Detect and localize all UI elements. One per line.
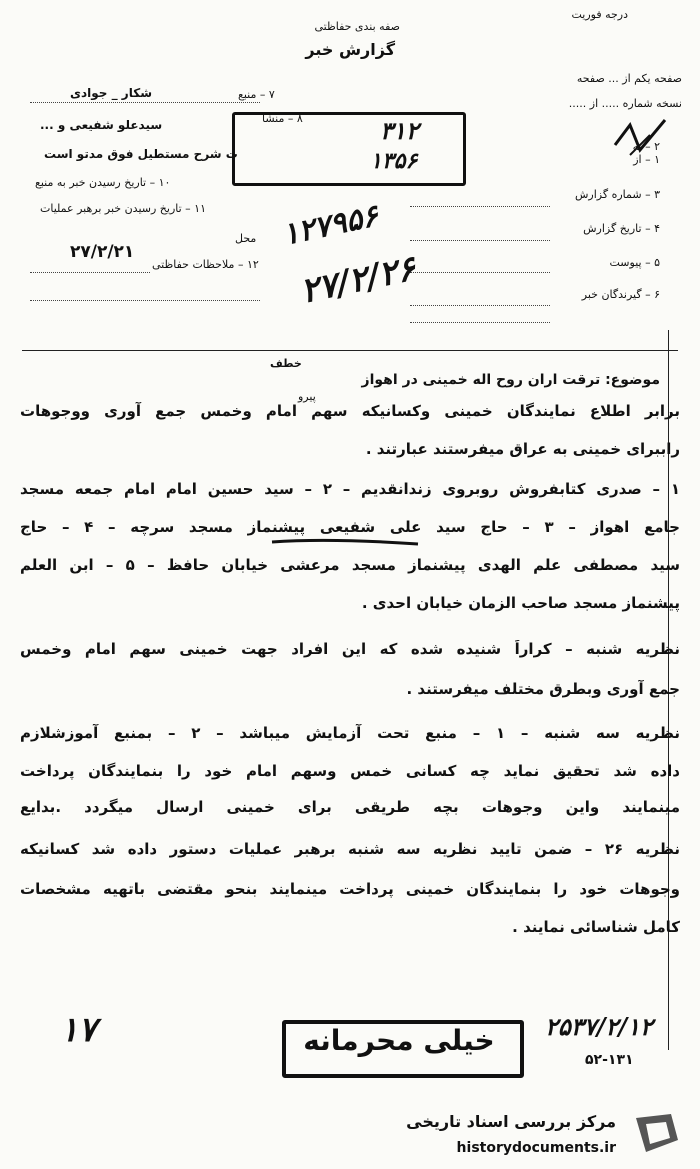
subject-label: موضوع: ترقت اران روح اله خمینی در اهواز [361, 372, 660, 388]
field-origin-value: سیدعلو شفیعی و ... [40, 118, 163, 132]
body-line-9: نظریه سه شنبه – ۱ – منبع تحت آزمایش میباشد – ۲ – بمنبع آموزشلازم [20, 724, 680, 742]
urgency-label: درجه فوریت [571, 8, 628, 21]
field-source-value: شكار _ جوادی [70, 86, 152, 100]
field-source-label: ۷ – منبع [238, 88, 275, 101]
field-recipients: ۶ – گیرندگان خبر [581, 288, 660, 301]
field-source-date-label: ۱۰ – تاریخ رسیدن خبر به منبع [35, 176, 171, 189]
archive-url[interactable]: historydocuments.ir [456, 1140, 616, 1156]
field-to: ۲ – به [632, 140, 660, 153]
body-line-6: پیشنماز مسجد صاحب الزمان خیابان احدی . [361, 594, 680, 612]
field-report-number: ۳ – شماره گزارش [574, 188, 660, 201]
field-ops-date-label: ۱۱ – تاریخ رسیدن خبر برهبر عملیات [40, 202, 206, 215]
margin-note: خطف [270, 357, 302, 370]
field-place-label: محل [235, 232, 257, 245]
report-title: گزارش خبر [305, 40, 395, 59]
subject-note: پیرو [298, 390, 316, 403]
body-line-8: جمع آوری وبطرق مختلف میفرستند . [406, 680, 680, 698]
archive-name: مرکز بررسی اسناد تاریخی [406, 1112, 616, 1131]
archive-logo-icon [626, 1110, 686, 1156]
body-line-1: برابر اطلاع نمایندگان خمینی وکسانیکه سهم امام وخمس جمع آوری ووجوهات [20, 402, 680, 420]
body-line-7: نظریه شنبه – کراراً شنیده شده که این افراد جهت خمینی سهم امام وخمس [20, 640, 680, 658]
date-stamp: ۲۵۳۷/۲/۱۲ [545, 1012, 653, 1041]
reference-stamp [232, 112, 466, 186]
field-place-value: ۲۷/۲/۲۱ [70, 242, 135, 262]
page-label: صفحه یکم از ... صفحه [576, 72, 682, 85]
body-line-3: ۱ – صدری کتابفروش روبروی زندانقدیم – ۲ – سید حسین امام امام جمعه مسجد [20, 480, 680, 498]
body-line-10: داده شد تحقیق نماید چه کسانی خمس وسهم امام خود را بنمایندگان پرداخت [20, 762, 680, 780]
stamp-big-number: ۱۲۷۹۵۶ [279, 198, 382, 253]
stamp-box-number: ۳۱۲ [380, 116, 419, 145]
classification-stamp-text: خیلی محرمانه [303, 1024, 495, 1057]
field-security-notes-label: ۱۲ – ملاحظات حفاظتی [152, 258, 259, 271]
body-line-4: جامع اهواز – ۳ – حاج سید علی شفیعی پیشنماز مسجد سرچه – ۴ – حاج [20, 518, 680, 536]
field-origin-label: ۸ – منشا [262, 112, 303, 125]
body-line-5: سید مصطفی علم الهدی پیشنماز مسجد مرعشی خیابان حافظ – ۵ – ابن العلم [20, 556, 680, 574]
body-line-13: وجوهات خود را بنمایندگان خمینی پرداخت مینمایند بنحو مقتضی باتهیه مشخصات [20, 880, 680, 898]
body-line-14: کامل شناسائی نمایند . [512, 918, 680, 936]
stamp-big-date: ۲۷/۲/۲۶ [297, 248, 420, 312]
field-attachment: ۵ – پیوست [609, 256, 660, 269]
date-stamp-sub: ۵۲-۱۳۱ [585, 1052, 634, 1068]
body-line-2: راببرای خمینی به عراق میفرستند عبارتند . [365, 440, 680, 458]
handwritten-number: ۱۷ [60, 1010, 97, 1050]
field-from: ۱ – از [633, 153, 660, 166]
classification-label: صفه بندی حفاظتی [314, 20, 400, 33]
body-line-11: مینمایند واین وجوهات بچه طریقی برای خمینی ارسال میگردد .بدایع [20, 798, 680, 816]
underline-stroke [270, 536, 420, 548]
stamp-box-sub: ۱۳۵۶ [370, 148, 418, 174]
field-report-date: ۴ – تاریخ گزارش [583, 222, 660, 235]
check-mark-icon [610, 115, 670, 165]
body-line-12: نظریه ۲۶ – ضمن تایید نظریه سه شنبه برهبر عملیات دستور داده شد کسانیکه [20, 840, 680, 858]
field-evaluation-value: ت شرح مستطیل فوق مدتو است [44, 147, 238, 161]
copy-number: نسخه شماره ..... از ..... [568, 97, 682, 110]
